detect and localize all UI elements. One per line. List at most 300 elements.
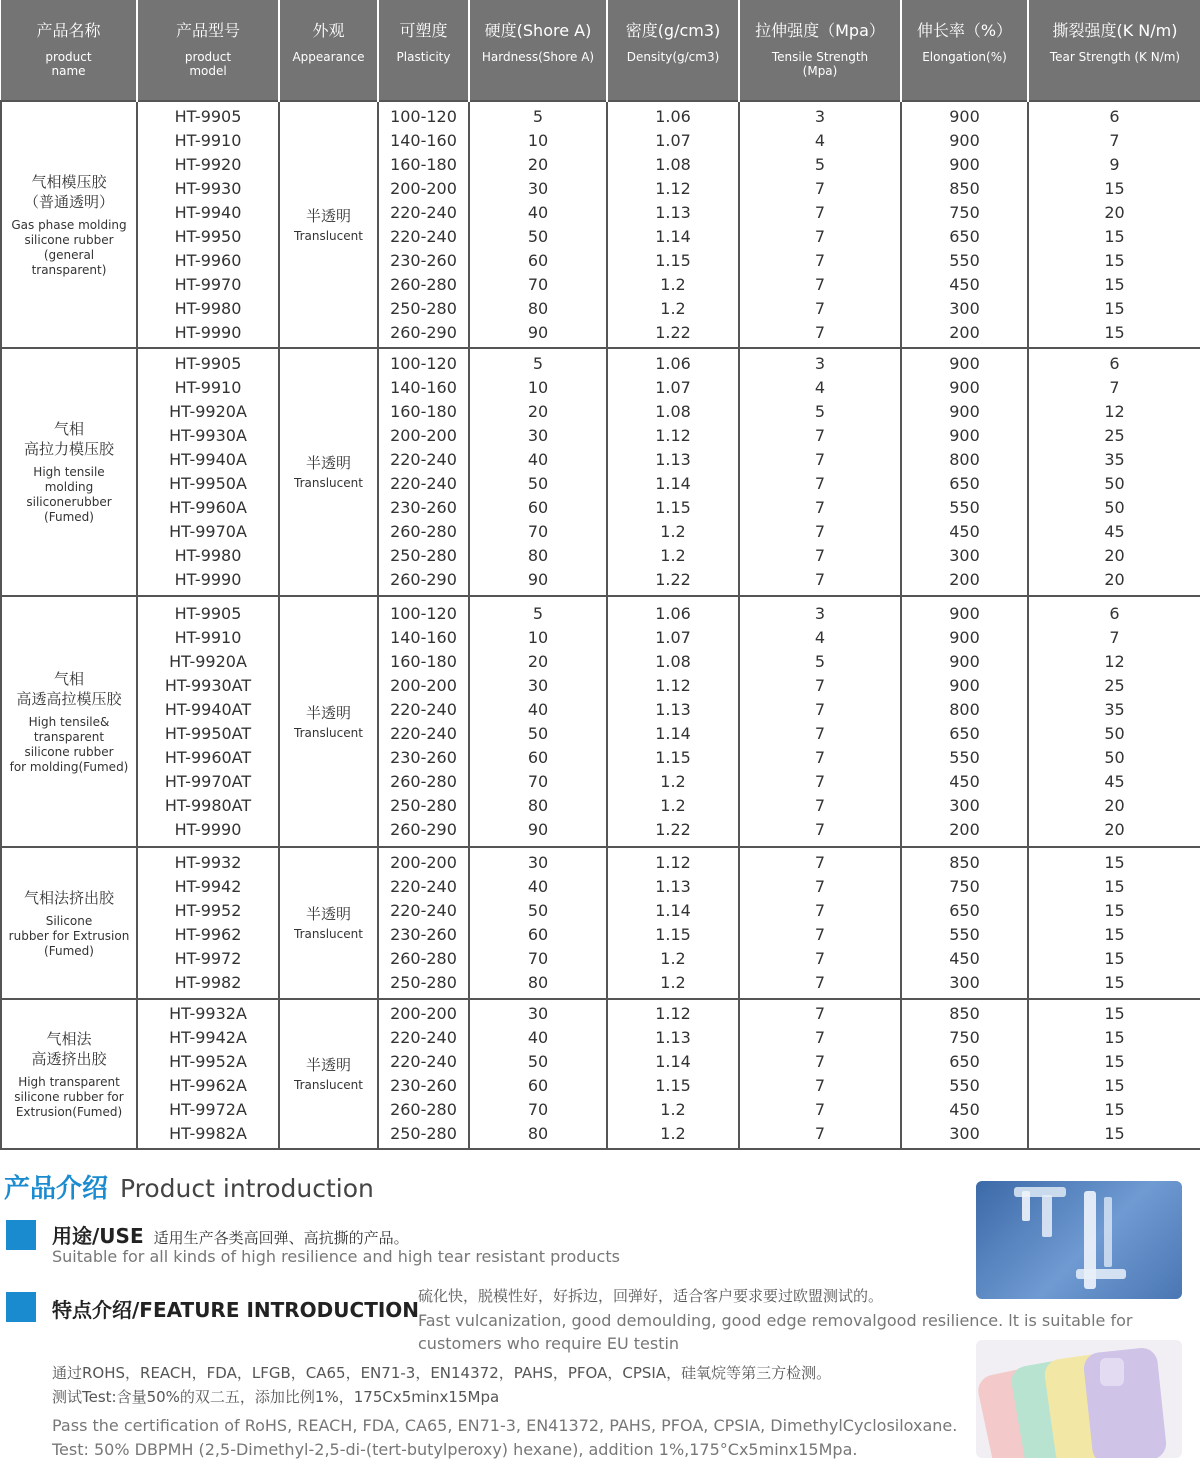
tear-value: 6 <box>1109 603 1120 623</box>
plasticity-value: 230-260 <box>390 1076 457 1095</box>
plasticity-value: 140-160 <box>390 627 457 647</box>
tear-value: 15 <box>1104 901 1125 920</box>
density-value: 1.06 <box>655 354 691 373</box>
density-value: 1.14 <box>655 723 691 743</box>
elongation-value: 750 <box>949 1028 980 1047</box>
density-value: 1.06 <box>655 603 691 623</box>
elongation-value: 550 <box>949 925 980 944</box>
elongation-value: 450 <box>949 1100 980 1119</box>
elongation-value: 900 <box>949 651 980 671</box>
density-value: 1.14 <box>655 474 691 493</box>
model-value: HT-9950AT <box>164 723 252 743</box>
plasticity-value: 220-240 <box>390 226 457 246</box>
plasticity-value: 200-200 <box>390 853 457 872</box>
model-cell <box>137 847 279 999</box>
density-value: 1.12 <box>655 853 691 872</box>
cert-text-en-1: Pass the certification of RoHS, REACH, FDA, CA65, EN71-3, EN41372, PAHS, PFOA, CPSIA, DimethylCyclosiloxane. <box>52 1416 958 1435</box>
model-cell <box>137 999 279 1149</box>
hardness-value: 5 <box>532 106 544 126</box>
density-value: 1.14 <box>655 226 691 246</box>
tensile-value: 7 <box>814 771 826 791</box>
header-tear: 撕裂强度(K N/m) Tear Strength (K N/m) <box>1028 0 1200 101</box>
hardness-value: 50 <box>527 474 549 493</box>
tensile-value: 7 <box>814 1076 826 1095</box>
tear-value: 20 <box>1104 570 1125 589</box>
elongation-value: 900 <box>949 627 980 647</box>
tear-cell <box>1028 847 1200 999</box>
tear-value: 15 <box>1104 250 1125 270</box>
elongation-value: 900 <box>949 675 980 695</box>
hardness-value: 60 <box>527 925 549 944</box>
intro-title-en: Product introduction <box>120 1174 374 1203</box>
category-name-zh: 气相法挤出胶 <box>23 888 114 907</box>
density-cell <box>607 348 739 596</box>
plasticity-cell <box>378 101 469 348</box>
elongation-value: 550 <box>949 747 980 767</box>
elongation-value: 650 <box>949 723 980 743</box>
tear-value: 15 <box>1104 1004 1125 1023</box>
hardness-value: 90 <box>527 819 549 839</box>
appearance-cell <box>279 999 378 1149</box>
density-cell <box>607 596 739 847</box>
density-value: 1.15 <box>655 925 691 944</box>
tensile-value: 7 <box>814 298 826 318</box>
hardness-value: 5 <box>532 354 544 373</box>
tensile-value: 7 <box>814 474 826 493</box>
density-value: 1.22 <box>655 819 691 839</box>
model-value: HT-9905 <box>174 106 242 126</box>
tensile-cell <box>739 847 901 999</box>
density-value: 1.12 <box>655 675 691 695</box>
model-value: HT-9905 <box>174 603 242 623</box>
elongation-value: 300 <box>949 546 980 565</box>
plasticity-value: 250-280 <box>390 298 457 318</box>
hardness-value: 60 <box>527 747 549 767</box>
tensile-value: 7 <box>814 901 826 920</box>
tensile-value: 7 <box>814 973 826 992</box>
plasticity-value: 260-280 <box>390 274 457 294</box>
elongation-value: 900 <box>949 106 980 126</box>
tear-value: 15 <box>1104 1124 1125 1143</box>
appearance-zh: 半透明 <box>305 1056 351 1074</box>
appearance-zh: 半透明 <box>305 454 351 472</box>
density-value: 1.2 <box>660 274 686 294</box>
density-value: 1.13 <box>655 699 691 719</box>
tensile-value: 7 <box>814 795 826 815</box>
hardness-value: 90 <box>527 322 549 342</box>
tear-value: 50 <box>1104 474 1125 493</box>
tensile-value: 7 <box>814 675 826 695</box>
elongation-value: 650 <box>949 901 980 920</box>
tear-value: 15 <box>1104 1028 1125 1047</box>
hardness-value: 20 <box>527 154 549 174</box>
model-value: HT-9990 <box>174 819 242 839</box>
plasticity-value: 220-240 <box>390 1028 457 1047</box>
density-value: 1.15 <box>655 498 691 517</box>
category-cell <box>1 348 137 596</box>
model-value: HT-9952A <box>169 1052 247 1071</box>
tensile-value: 5 <box>814 154 826 174</box>
hardness-value: 30 <box>527 853 549 872</box>
tensile-value: 7 <box>814 1124 826 1143</box>
tear-value: 45 <box>1104 522 1125 541</box>
density-value: 1.2 <box>660 298 686 318</box>
elongation-cell <box>901 101 1028 348</box>
elongation-value: 200 <box>949 570 980 589</box>
model-value: HT-9930 <box>174 178 242 198</box>
model-value: HT-9940A <box>169 450 247 469</box>
hardness-value: 60 <box>527 498 549 517</box>
tear-value: 50 <box>1104 747 1125 767</box>
tear-value: 50 <box>1104 723 1125 743</box>
model-value: HT-9960 <box>174 250 242 270</box>
use-text-en: Suitable for all kinds of high resilience and high tear resistant products <box>52 1247 620 1266</box>
model-value: HT-9950A <box>169 474 247 493</box>
tear-value: 15 <box>1104 274 1125 294</box>
density-value: 1.12 <box>655 178 691 198</box>
elongation-cell <box>901 596 1028 847</box>
hardness-value: 5 <box>532 603 544 623</box>
header-product-name: 产品名称 product name <box>1 0 137 101</box>
appearance-cell <box>279 596 378 847</box>
plasticity-value: 140-160 <box>390 378 457 397</box>
elongation-value: 450 <box>949 771 980 791</box>
use-heading: 用途/USE 适用生产各类高回弹、高抗撕的产品。 <box>52 1224 409 1248</box>
tear-value: 7 <box>1109 130 1120 150</box>
tear-value: 15 <box>1104 1052 1125 1071</box>
density-value: 1.07 <box>655 130 691 150</box>
model-value: HT-9932A <box>169 1004 247 1023</box>
density-value: 1.07 <box>655 627 691 647</box>
hardness-value: 70 <box>527 1100 549 1119</box>
hardness-value: 30 <box>527 1004 549 1023</box>
model-value: HT-9942A <box>169 1028 247 1047</box>
model-value: HT-9970A <box>169 522 247 541</box>
hardness-value: 90 <box>527 570 549 589</box>
plasticity-value: 100-120 <box>390 106 457 126</box>
plasticity-cell <box>378 348 469 596</box>
tensile-cell <box>739 101 901 348</box>
tear-value: 15 <box>1104 925 1125 944</box>
tear-value: 15 <box>1104 853 1125 872</box>
model-value: HT-9990 <box>174 322 242 342</box>
elongation-cell <box>901 348 1028 596</box>
model-value: HT-9980AT <box>164 795 252 815</box>
feature-text-zh: 硫化快，脱模性好，好拆边，回弹好，适合客户要求要过欧盟测试的。 <box>418 1287 884 1305</box>
product-group-row <box>1 847 1200 999</box>
model-value: HT-9960AT <box>164 747 252 767</box>
model-value: HT-9970AT <box>164 771 252 791</box>
model-value: HT-9980 <box>174 546 242 565</box>
plasticity-value: 200-200 <box>390 178 457 198</box>
density-value: 1.2 <box>660 771 686 791</box>
hardness-value: 50 <box>527 723 549 743</box>
tensile-value: 3 <box>814 106 826 126</box>
tensile-value: 7 <box>814 723 826 743</box>
plasticity-value: 220-240 <box>390 1052 457 1071</box>
tear-value: 15 <box>1104 1100 1125 1119</box>
cert-text-zh-1: 通过ROHS，REACH，FDA，LFGB，CA65，EN71-3，EN14372，PAHS，PFOA，CPSIA，硅氧烷等第三方检测。 <box>52 1364 832 1382</box>
density-value: 1.22 <box>655 570 691 589</box>
model-value: HT-9930A <box>169 426 247 445</box>
density-value: 1.2 <box>660 795 686 815</box>
hardness-cell <box>469 999 607 1149</box>
hardness-value: 80 <box>527 546 549 565</box>
density-value: 1.22 <box>655 322 691 342</box>
tensile-value: 7 <box>814 250 826 270</box>
tear-value: 7 <box>1109 378 1120 397</box>
density-cell <box>607 999 739 1149</box>
tensile-cell <box>739 348 901 596</box>
plasticity-cell <box>378 596 469 847</box>
model-value: HT-9982 <box>174 973 242 992</box>
feature-text-en-2: customers who require EU testin <box>418 1334 680 1353</box>
tear-value: 15 <box>1104 298 1125 318</box>
hardness-value: 30 <box>527 426 549 445</box>
appearance-en: Translucent <box>294 228 363 243</box>
tensile-cell <box>739 596 901 847</box>
appearance-zh: 半透明 <box>305 905 351 923</box>
use-bullet-icon <box>6 1220 36 1250</box>
density-value: 1.14 <box>655 1052 691 1071</box>
appearance-en: Translucent <box>294 725 363 740</box>
tear-value: 15 <box>1104 949 1125 968</box>
hardness-value: 70 <box>527 522 549 541</box>
plasticity-value: 160-180 <box>390 402 457 421</box>
elongation-value: 450 <box>949 274 980 294</box>
category-name-en: High tensile& transparent silicone rubber for molding(Fumed) <box>9 714 129 774</box>
elongation-value: 200 <box>949 322 980 342</box>
density-value: 1.13 <box>655 202 691 222</box>
tensile-value: 7 <box>814 877 826 896</box>
elongation-value: 550 <box>949 498 980 517</box>
elongation-value: 300 <box>949 298 980 318</box>
tear-value: 20 <box>1104 819 1125 839</box>
elongation-value: 650 <box>949 1052 980 1071</box>
tear-value: 15 <box>1104 178 1125 198</box>
plasticity-value: 260-290 <box>390 322 457 342</box>
category-name-en: Silicone rubber for Extrusion (Fumed) <box>8 913 130 958</box>
tensile-value: 3 <box>814 354 826 373</box>
model-value: HT-9920 <box>174 154 242 174</box>
density-value: 1.08 <box>655 651 691 671</box>
tensile-value: 4 <box>814 130 826 150</box>
elongation-value: 900 <box>949 603 980 623</box>
elongation-value: 300 <box>949 1124 980 1143</box>
density-value: 1.2 <box>660 973 686 992</box>
elongation-value: 850 <box>949 178 980 198</box>
hardness-value: 60 <box>527 250 549 270</box>
tear-value: 45 <box>1104 771 1125 791</box>
cert-text-en-2: Test: 50% DBPMH (2,5-Dimethyl-2,5-di-(tert-butylperoxy) hexane), addition 1%,175°Cx5minx15Mpa. <box>52 1440 858 1459</box>
plasticity-value: 260-280 <box>390 1100 457 1119</box>
plasticity-value: 250-280 <box>390 973 457 992</box>
tear-value: 20 <box>1104 202 1125 222</box>
hardness-value: 40 <box>527 877 549 896</box>
tear-value: 12 <box>1104 402 1125 421</box>
appearance-en: Translucent <box>294 476 363 490</box>
product-introduction <box>0 1168 1200 1465</box>
model-value: HT-9940 <box>174 202 242 222</box>
hardness-value: 10 <box>527 130 549 150</box>
hardness-value: 80 <box>527 298 549 318</box>
model-value: HT-9905 <box>174 354 242 373</box>
model-value: HT-9972A <box>169 1100 247 1119</box>
appearance-cell <box>279 847 378 999</box>
elongation-value: 850 <box>949 853 980 872</box>
appearance-en: Translucent <box>294 1078 363 1092</box>
elongation-value: 200 <box>949 819 980 839</box>
tear-value: 35 <box>1104 699 1125 719</box>
plasticity-value: 250-280 <box>390 795 457 815</box>
plasticity-value: 220-240 <box>390 901 457 920</box>
plasticity-value: 230-260 <box>390 498 457 517</box>
hardness-value: 60 <box>527 1076 549 1095</box>
tear-value: 15 <box>1104 226 1125 246</box>
tensile-value: 7 <box>814 949 826 968</box>
tensile-value: 7 <box>814 570 826 589</box>
density-value: 1.2 <box>660 1100 686 1119</box>
density-value: 1.14 <box>655 901 691 920</box>
elongation-value: 800 <box>949 699 980 719</box>
hardness-value: 20 <box>527 402 549 421</box>
model-value: HT-9910 <box>174 378 242 397</box>
hardness-value: 20 <box>527 651 549 671</box>
density-value: 1.08 <box>655 402 691 421</box>
elongation-value: 550 <box>949 1076 980 1095</box>
tensile-value: 7 <box>814 1052 826 1071</box>
category-name-zh: 气相模压胶 （普通透明） <box>23 172 114 211</box>
elongation-cell <box>901 847 1028 999</box>
tensile-value: 7 <box>814 699 826 719</box>
tear-value: 25 <box>1104 675 1125 695</box>
tensile-value: 7 <box>814 450 826 469</box>
model-value: HT-9942 <box>174 877 242 896</box>
density-value: 1.08 <box>655 154 691 174</box>
feature-heading: 特点介绍/FEATURE INTRODUCTION <box>52 1298 420 1322</box>
tensile-value: 5 <box>814 402 826 421</box>
category-cell <box>1 101 137 348</box>
product-group-row <box>1 101 1200 348</box>
translucent-profile-photo <box>976 1181 1182 1299</box>
plasticity-cell <box>378 999 469 1149</box>
model-value: HT-9980 <box>174 298 242 318</box>
hardness-value: 80 <box>527 973 549 992</box>
hardness-cell <box>469 348 607 596</box>
elongation-value: 900 <box>949 426 980 445</box>
elongation-value: 900 <box>949 402 980 421</box>
hardness-value: 70 <box>527 771 549 791</box>
hardness-value: 50 <box>527 901 549 920</box>
elongation-value: 900 <box>949 130 980 150</box>
phone-case-photo <box>976 1340 1182 1458</box>
tear-value: 25 <box>1104 426 1125 445</box>
tensile-value: 7 <box>814 226 826 246</box>
model-value: HT-9952 <box>174 901 242 920</box>
model-value: HT-9932 <box>174 853 242 872</box>
plasticity-value: 260-290 <box>390 819 457 839</box>
plasticity-value: 100-120 <box>390 603 457 623</box>
tear-value: 35 <box>1104 450 1125 469</box>
hardness-cell <box>469 596 607 847</box>
tear-cell <box>1028 596 1200 847</box>
elongation-value: 750 <box>949 877 980 896</box>
product-group-row <box>1 348 1200 596</box>
plasticity-value: 260-290 <box>390 570 457 589</box>
density-value: 1.06 <box>655 106 691 126</box>
density-value: 1.13 <box>655 450 691 469</box>
density-value: 1.12 <box>655 1004 691 1023</box>
tear-value: 50 <box>1104 498 1125 517</box>
intro-title <box>4 1168 374 1205</box>
plasticity-value: 260-280 <box>390 771 457 791</box>
header-density: 密度(g/cm3) Density(g/cm3) <box>607 0 739 101</box>
header-hardness: 硬度(Shore A) Hardness(Shore A) <box>469 0 607 101</box>
tensile-value: 7 <box>814 178 826 198</box>
tear-cell <box>1028 999 1200 1149</box>
feature-text-en-1: Fast vulcanization, good demoulding, good edge removalgood resilience. lt is suitable for <box>418 1311 1133 1330</box>
hardness-value: 80 <box>527 795 549 815</box>
elongation-value: 850 <box>949 1004 980 1023</box>
tear-value: 20 <box>1104 546 1125 565</box>
tensile-value: 7 <box>814 546 826 565</box>
category-cell <box>1 596 137 847</box>
hardness-value: 50 <box>527 226 549 246</box>
tensile-value: 7 <box>814 1004 826 1023</box>
category-cell <box>1 999 137 1149</box>
category-name-zh: 气相法 高透挤出胶 <box>31 1029 107 1068</box>
elongation-value: 650 <box>949 474 980 493</box>
hardness-value: 50 <box>527 1052 549 1071</box>
hardness-value: 10 <box>527 627 549 647</box>
plasticity-value: 220-240 <box>390 699 457 719</box>
tear-cell <box>1028 348 1200 596</box>
plasticity-value: 220-240 <box>390 723 457 743</box>
density-value: 1.15 <box>655 250 691 270</box>
hardness-value: 40 <box>527 202 549 222</box>
tensile-value: 7 <box>814 522 826 541</box>
header-tensile: 拉伸强度（Mpa） Tensile Strength (Mpa) <box>739 0 901 101</box>
plasticity-value: 230-260 <box>390 747 457 767</box>
appearance-en: Translucent <box>294 927 363 941</box>
model-value: HT-9960A <box>169 498 247 517</box>
hardness-value: 80 <box>527 1124 549 1143</box>
table-body <box>1 101 1200 1149</box>
elongation-value: 450 <box>949 522 980 541</box>
tear-value: 7 <box>1109 627 1120 647</box>
tear-value: 20 <box>1104 795 1125 815</box>
tensile-value: 7 <box>814 1100 826 1119</box>
hardness-cell <box>469 101 607 348</box>
model-value: HT-9950 <box>174 226 242 246</box>
category-name-zh: 气相 高拉力模压胶 <box>23 420 114 458</box>
density-value: 1.15 <box>655 747 691 767</box>
hardness-value: 70 <box>527 274 549 294</box>
category-name-zh: 气相 高透高拉模压胶 <box>16 669 122 708</box>
density-value: 1.2 <box>660 1124 686 1143</box>
plasticity-cell <box>378 847 469 999</box>
elongation-value: 900 <box>949 378 980 397</box>
model-cell <box>137 596 279 847</box>
tensile-value: 4 <box>814 378 826 397</box>
header-row <box>1 0 1200 101</box>
elongation-value: 450 <box>949 949 980 968</box>
tensile-value: 7 <box>814 853 826 872</box>
feature-bullet-icon <box>6 1292 36 1322</box>
model-value: HT-9990 <box>174 570 242 589</box>
model-value: HT-9910 <box>174 130 242 150</box>
density-value: 1.2 <box>660 546 686 565</box>
